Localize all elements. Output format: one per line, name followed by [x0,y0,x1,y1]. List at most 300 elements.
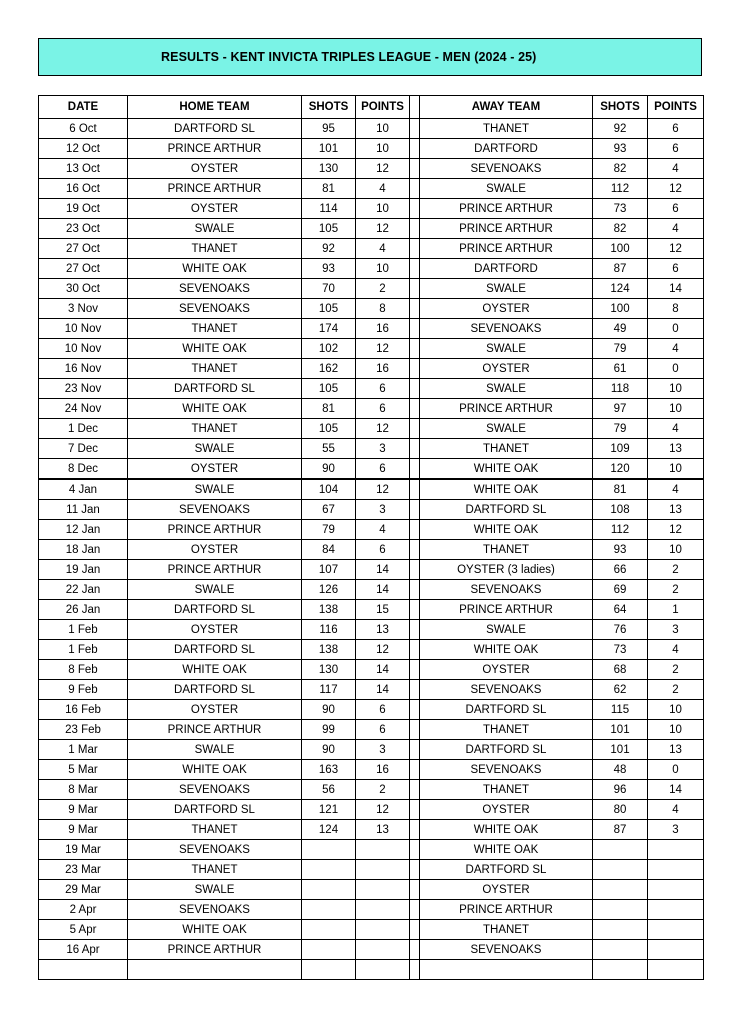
cell-home-points: 8 [356,299,410,319]
column-divider [410,840,420,860]
cell-away-shots: 97 [593,399,648,419]
cell-home-shots: 124 [302,820,356,840]
cell-date: 16 Oct [39,179,128,199]
cell-home-team: THANET [128,359,302,379]
table-row [39,419,704,439]
cell-home-team: OYSTER [128,199,302,219]
column-divider [410,299,420,319]
cell-away-points: 6 [648,139,704,159]
cell-away-team: WHITE OAK [420,840,593,860]
cell-away-shots [593,960,648,980]
cell-home-team: DARTFORD SL [128,600,302,620]
cell-away-points: 10 [648,720,704,740]
cell-away-team: DARTFORD [420,259,593,279]
cell-away-shots: 124 [593,279,648,299]
cell-home-shots: 81 [302,399,356,419]
cell-date: 23 Nov [39,379,128,399]
cell-away-shots: 100 [593,239,648,259]
cell-away-shots: 73 [593,199,648,219]
cell-home-shots: 90 [302,700,356,720]
cell-home-points: 14 [356,660,410,680]
cell-away-points: 14 [648,780,704,800]
cell-away-shots: 93 [593,540,648,560]
cell-date: 1 Mar [39,740,128,760]
cell-away-points: 2 [648,660,704,680]
cell-away-points: 3 [648,820,704,840]
cell-home-shots: 105 [302,299,356,319]
cell-away-points: 2 [648,680,704,700]
cell-away-team: SEVENOAKS [420,319,593,339]
cell-home-team: OYSTER [128,159,302,179]
column-divider [410,860,420,880]
cell-date: 4 Jan [39,479,128,500]
table-row [39,139,704,159]
table-row [39,920,704,940]
column-divider [410,239,420,259]
table-row [39,820,704,840]
cell-home-points: 6 [356,399,410,419]
cell-date: 8 Mar [39,780,128,800]
cell-home-team: SEVENOAKS [128,299,302,319]
cell-home-shots: 70 [302,279,356,299]
cell-home-team: SWALE [128,439,302,459]
cell-home-shots: 95 [302,119,356,139]
column-divider [410,740,420,760]
cell-away-team: SEVENOAKS [420,940,593,960]
column-divider [410,259,420,279]
table-row [39,840,704,860]
cell-home-team: PRINCE ARTHUR [128,520,302,540]
column-divider [410,580,420,600]
cell-date: 5 Apr [39,920,128,940]
cell-home-team: SWALE [128,880,302,900]
cell-home-shots: 121 [302,800,356,820]
cell-home-points: 10 [356,119,410,139]
cell-away-points: 10 [648,459,704,480]
cell-home-team: OYSTER [128,700,302,720]
column-divider [410,500,420,520]
cell-home-team: OYSTER [128,459,302,480]
cell-away-shots: 96 [593,780,648,800]
cell-date: 8 Dec [39,459,128,480]
cell-away-points: 4 [648,419,704,439]
cell-date: 24 Nov [39,399,128,419]
header-home-points: POINTS [356,96,410,119]
results-body [39,119,704,980]
cell-date [39,960,128,980]
cell-home-shots: 90 [302,740,356,760]
cell-date: 3 Nov [39,299,128,319]
cell-away-shots: 109 [593,439,648,459]
cell-home-points [356,940,410,960]
header-home-team: HOME TEAM [128,96,302,119]
cell-away-shots: 118 [593,379,648,399]
cell-date: 5 Mar [39,760,128,780]
table-row [39,439,704,459]
column-divider [410,419,420,439]
cell-home-shots: 105 [302,219,356,239]
column-divider [410,920,420,940]
table-header-row [39,96,704,119]
column-divider [410,319,420,339]
cell-home-team: WHITE OAK [128,760,302,780]
table-row [39,459,704,480]
header-away-team: AWAY TEAM [420,96,593,119]
header-home-shots: SHOTS [302,96,356,119]
cell-date: 27 Oct [39,239,128,259]
cell-away-points: 0 [648,319,704,339]
cell-away-team: THANET [420,540,593,560]
cell-home-team: SWALE [128,740,302,760]
cell-away-shots [593,900,648,920]
cell-away-shots: 79 [593,339,648,359]
cell-home-points: 10 [356,139,410,159]
cell-home-points: 15 [356,600,410,620]
cell-away-shots: 49 [593,319,648,339]
cell-date: 9 Mar [39,800,128,820]
cell-home-shots: 101 [302,139,356,159]
cell-date: 13 Oct [39,159,128,179]
column-divider [410,96,420,119]
cell-home-shots: 90 [302,459,356,480]
table-row [39,540,704,560]
cell-away-team: SWALE [420,379,593,399]
column-divider [410,199,420,219]
cell-date: 23 Oct [39,219,128,239]
cell-home-shots [302,900,356,920]
cell-home-points: 12 [356,800,410,820]
cell-away-shots: 69 [593,580,648,600]
cell-away-team: SEVENOAKS [420,159,593,179]
cell-away-points: 14 [648,279,704,299]
cell-home-points: 3 [356,439,410,459]
cell-away-shots: 48 [593,760,648,780]
cell-away-shots: 112 [593,520,648,540]
cell-away-points: 2 [648,560,704,580]
cell-home-shots: 130 [302,660,356,680]
cell-away-shots [593,860,648,880]
cell-home-team: OYSTER [128,540,302,560]
cell-home-points: 4 [356,179,410,199]
column-divider [410,479,420,500]
cell-home-shots: 102 [302,339,356,359]
cell-home-points: 14 [356,580,410,600]
column-divider [410,119,420,139]
cell-date: 1 Feb [39,620,128,640]
cell-date: 19 Oct [39,199,128,219]
table-row [39,560,704,580]
cell-date: 7 Dec [39,439,128,459]
column-divider [410,459,420,480]
cell-home-team: WHITE OAK [128,339,302,359]
column-divider [410,600,420,620]
cell-away-team: DARTFORD SL [420,500,593,520]
table-row [39,119,704,139]
cell-away-shots: 82 [593,159,648,179]
table-row [39,740,704,760]
cell-home-team: PRINCE ARTHUR [128,720,302,740]
cell-home-team: THANET [128,239,302,259]
cell-away-points: 6 [648,119,704,139]
cell-away-points [648,880,704,900]
cell-away-points: 6 [648,259,704,279]
cell-date: 2 Apr [39,900,128,920]
table-row [39,780,704,800]
cell-home-team: PRINCE ARTHUR [128,179,302,199]
cell-away-points: 12 [648,239,704,259]
cell-home-shots: 99 [302,720,356,740]
cell-home-shots: 163 [302,760,356,780]
cell-away-shots: 115 [593,700,648,720]
cell-away-shots: 66 [593,560,648,580]
cell-home-shots: 126 [302,580,356,600]
cell-away-team [420,960,593,980]
cell-away-shots: 81 [593,479,648,500]
cell-home-points: 10 [356,199,410,219]
cell-away-team: DARTFORD SL [420,740,593,760]
cell-away-shots: 73 [593,640,648,660]
cell-home-points: 16 [356,760,410,780]
table-row [39,479,704,500]
cell-home-team: SWALE [128,479,302,500]
cell-home-team: DARTFORD SL [128,379,302,399]
cell-home-shots [302,960,356,980]
cell-home-points: 2 [356,780,410,800]
table-row [39,580,704,600]
cell-home-shots: 162 [302,359,356,379]
cell-home-shots: 114 [302,199,356,219]
column-divider [410,159,420,179]
cell-home-points: 6 [356,379,410,399]
cell-away-points: 2 [648,580,704,600]
cell-date: 9 Mar [39,820,128,840]
cell-date: 12 Jan [39,520,128,540]
table-row [39,219,704,239]
cell-away-team: DARTFORD [420,139,593,159]
cell-home-shots: 55 [302,439,356,459]
cell-home-points: 12 [356,479,410,500]
cell-away-team: WHITE OAK [420,459,593,480]
cell-date: 23 Mar [39,860,128,880]
cell-away-team: OYSTER (3 ladies) [420,560,593,580]
cell-date: 11 Jan [39,500,128,520]
cell-away-points: 0 [648,359,704,379]
column-divider [410,820,420,840]
header-date: DATE [39,96,128,119]
cell-away-points: 12 [648,179,704,199]
cell-away-team: SWALE [420,339,593,359]
cell-away-team: PRINCE ARTHUR [420,219,593,239]
table-row [39,500,704,520]
cell-home-team: DARTFORD SL [128,680,302,700]
cell-home-points: 4 [356,239,410,259]
cell-away-shots: 120 [593,459,648,480]
cell-home-points: 14 [356,560,410,580]
cell-home-points [356,900,410,920]
cell-away-points: 4 [648,640,704,660]
cell-date: 9 Feb [39,680,128,700]
column-divider [410,960,420,980]
cell-away-points: 4 [648,479,704,500]
cell-away-shots: 93 [593,139,648,159]
cell-date: 10 Nov [39,319,128,339]
cell-date: 19 Jan [39,560,128,580]
cell-home-team: PRINCE ARTHUR [128,560,302,580]
cell-away-shots: 87 [593,259,648,279]
cell-home-team: THANET [128,860,302,880]
cell-away-team: WHITE OAK [420,820,593,840]
table-row [39,620,704,640]
results-table [38,95,704,980]
cell-home-points: 6 [356,720,410,740]
cell-home-team: DARTFORD SL [128,640,302,660]
cell-away-team: WHITE OAK [420,520,593,540]
column-divider [410,880,420,900]
cell-away-shots: 79 [593,419,648,439]
table-row [39,399,704,419]
table-row [39,600,704,620]
cell-home-shots [302,840,356,860]
cell-home-points [356,960,410,980]
cell-away-points: 10 [648,399,704,419]
cell-away-team: THANET [420,720,593,740]
cell-away-team: SWALE [420,179,593,199]
cell-home-points: 3 [356,740,410,760]
cell-date: 16 Nov [39,359,128,379]
table-row [39,179,704,199]
column-divider [410,279,420,299]
column-divider [410,560,420,580]
cell-home-team: SEVENOAKS [128,840,302,860]
cell-home-points: 12 [356,219,410,239]
cell-home-shots: 105 [302,419,356,439]
cell-away-points: 13 [648,439,704,459]
cell-home-shots: 138 [302,600,356,620]
cell-away-points [648,840,704,860]
cell-away-team: OYSTER [420,800,593,820]
cell-home-points: 3 [356,500,410,520]
column-divider [410,379,420,399]
column-divider [410,660,420,680]
cell-home-points: 6 [356,700,410,720]
cell-home-team: SEVENOAKS [128,900,302,920]
table-row [39,159,704,179]
cell-date: 1 Feb [39,640,128,660]
table-row [39,239,704,259]
cell-away-team: OYSTER [420,359,593,379]
cell-away-team: SWALE [420,419,593,439]
cell-home-points: 12 [356,159,410,179]
cell-away-shots: 101 [593,720,648,740]
table-row [39,279,704,299]
cell-home-points: 6 [356,459,410,480]
cell-away-team: PRINCE ARTHUR [420,199,593,219]
cell-date: 29 Mar [39,880,128,900]
cell-date: 30 Oct [39,279,128,299]
cell-away-team: PRINCE ARTHUR [420,399,593,419]
cell-away-team: SEVENOAKS [420,580,593,600]
cell-home-shots: 105 [302,379,356,399]
cell-away-shots: 61 [593,359,648,379]
column-divider [410,179,420,199]
cell-away-team: SWALE [420,279,593,299]
cell-home-shots: 116 [302,620,356,640]
cell-home-points: 16 [356,319,410,339]
cell-away-points: 3 [648,620,704,640]
cell-home-points: 12 [356,339,410,359]
cell-away-points: 13 [648,500,704,520]
cell-home-points: 6 [356,540,410,560]
cell-away-shots: 87 [593,820,648,840]
table-row [39,259,704,279]
column-divider [410,540,420,560]
table-row [39,359,704,379]
cell-home-points: 13 [356,620,410,640]
cell-away-team: THANET [420,920,593,940]
table-row [39,520,704,540]
cell-away-points: 0 [648,760,704,780]
cell-away-team: PRINCE ARTHUR [420,239,593,259]
cell-away-team: THANET [420,119,593,139]
cell-date: 8 Feb [39,660,128,680]
cell-away-points: 4 [648,800,704,820]
table-row [39,640,704,660]
cell-home-shots [302,920,356,940]
cell-away-team: DARTFORD SL [420,860,593,880]
cell-home-shots [302,940,356,960]
cell-date: 26 Jan [39,600,128,620]
cell-away-team: OYSTER [420,880,593,900]
cell-away-shots: 68 [593,660,648,680]
table-row [39,760,704,780]
column-divider [410,720,420,740]
cell-away-points: 4 [648,159,704,179]
cell-away-points: 13 [648,740,704,760]
table-row [39,339,704,359]
cell-home-shots [302,860,356,880]
cell-away-shots [593,840,648,860]
column-divider [410,620,420,640]
cell-home-points [356,860,410,880]
cell-away-shots: 92 [593,119,648,139]
cell-home-shots: 130 [302,159,356,179]
table-row [39,900,704,920]
column-divider [410,800,420,820]
column-divider [410,339,420,359]
cell-away-points [648,940,704,960]
cell-home-team: PRINCE ARTHUR [128,139,302,159]
cell-away-points: 1 [648,600,704,620]
cell-away-team: SWALE [420,620,593,640]
table-row [39,880,704,900]
column-divider [410,680,420,700]
cell-date: 27 Oct [39,259,128,279]
table-row [39,319,704,339]
cell-away-points [648,960,704,980]
cell-away-shots: 101 [593,740,648,760]
cell-away-points: 6 [648,199,704,219]
cell-date: 1 Dec [39,419,128,439]
cell-away-team: WHITE OAK [420,640,593,660]
cell-away-team: OYSTER [420,660,593,680]
cell-away-points: 4 [648,339,704,359]
column-divider [410,520,420,540]
cell-home-team: OYSTER [128,620,302,640]
column-divider [410,640,420,660]
table-row [39,379,704,399]
cell-away-shots: 108 [593,500,648,520]
cell-home-team: SEVENOAKS [128,780,302,800]
